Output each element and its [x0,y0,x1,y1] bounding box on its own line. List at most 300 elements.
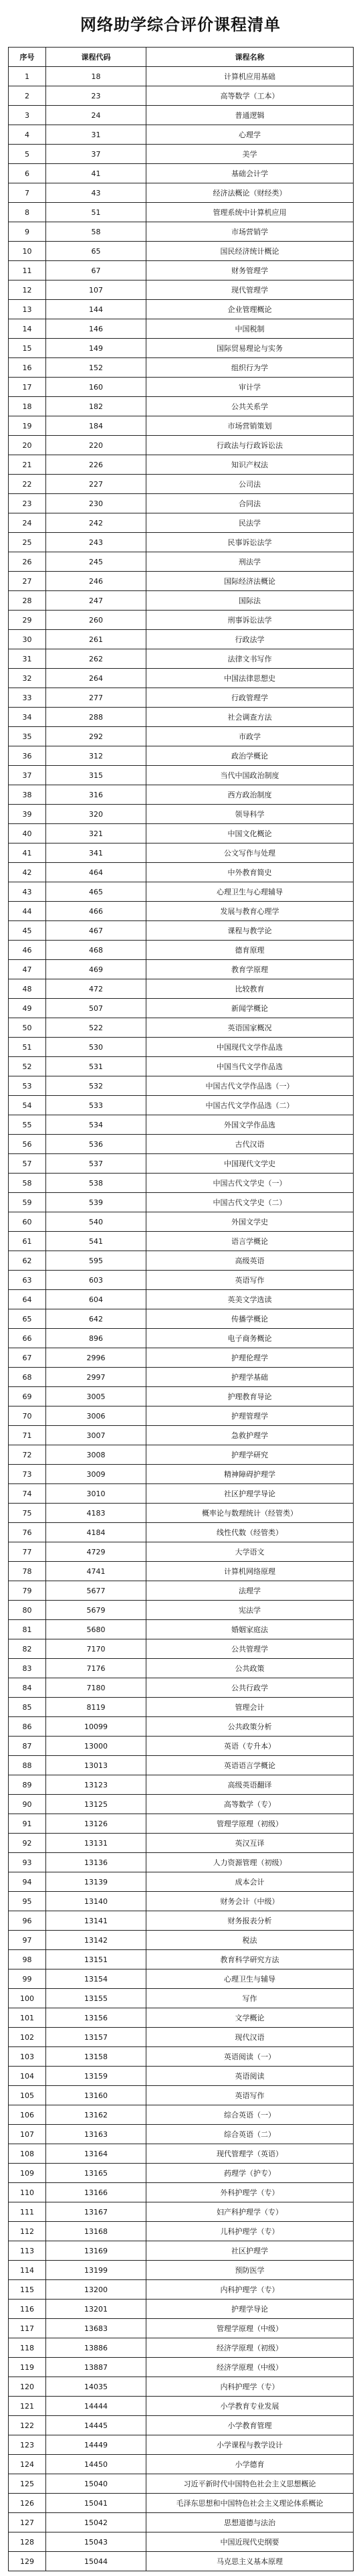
cell-course-name: 公共政策分析 [146,1717,354,1737]
cell-index: 114 [9,2261,46,2280]
cell-course-name: 经济学原理（中级） [146,2358,354,2377]
cell-course-code: 13164 [46,2144,146,2164]
cell-course-code: 464 [46,863,146,882]
cell-course-code: 15043 [46,2532,146,2552]
cell-course-code: 43 [46,183,146,203]
table-row [9,378,354,397]
table-row [9,1795,354,1814]
table-row [9,2513,354,2532]
cell-index: 16 [9,358,46,378]
cell-course-name: 精神障碍护理学 [146,1465,354,1484]
table-row [9,1251,354,1271]
cell-index: 115 [9,2280,46,2300]
cell-course-code: 536 [46,1135,146,1154]
table-row [9,1523,354,1542]
cell-index: 104 [9,2067,46,2086]
table-row [9,2494,354,2513]
cell-course-code: 149 [46,339,146,358]
table-row [9,2397,354,2416]
cell-course-name: 中国现代文学史 [146,1154,354,1174]
cell-course-name: 心理学 [146,125,354,145]
table-row [9,397,354,416]
cell-index: 57 [9,1154,46,1174]
cell-course-code: 13887 [46,2358,146,2377]
cell-course-name: 市场营销学 [146,222,354,242]
cell-index: 32 [9,669,46,688]
cell-course-name: 英语国家概况 [146,1018,354,1038]
cell-course-name: 普通逻辑 [146,106,354,125]
cell-course-code: 13013 [46,1756,146,1775]
cell-course-name: 经济法概论（财经类） [146,183,354,203]
cell-course-code: 220 [46,436,146,455]
table-row [9,921,354,941]
cell-index: 61 [9,1232,46,1251]
cell-course-name: 外科护理学（专） [146,2183,354,2202]
cell-course-code: 13162 [46,2105,146,2125]
table-row [9,1174,354,1193]
cell-course-name: 法律文书写作 [146,649,354,669]
table-row [9,669,354,688]
table-row [9,941,354,960]
table-row [9,1426,354,1445]
cell-index: 101 [9,2008,46,2028]
cell-index: 35 [9,727,46,746]
cell-index: 53 [9,1076,46,1096]
cell-index: 48 [9,979,46,999]
cell-index: 76 [9,1523,46,1542]
cell-index: 124 [9,2455,46,2474]
cell-index: 26 [9,552,46,572]
cell-index: 56 [9,1135,46,1154]
cell-course-name: 护理学研究 [146,1445,354,1465]
cell-index: 64 [9,1290,46,1309]
cell-index: 112 [9,2222,46,2241]
cell-course-code: 14445 [46,2416,146,2435]
cell-course-name: 企业管理概论 [146,300,354,319]
cell-course-name: 市政学 [146,727,354,746]
cell-course-name: 公文写作与处理 [146,843,354,863]
cell-course-name: 中国税制 [146,319,354,339]
cell-index: 28 [9,591,46,611]
cell-course-code: 227 [46,475,146,494]
cell-index: 17 [9,378,46,397]
cell-course-code: 13155 [46,1989,146,2008]
cell-course-code: 13159 [46,2067,146,2086]
cell-course-name: 财务会计（中级） [146,1892,354,1911]
table-row [9,805,354,824]
cell-course-code: 3005 [46,1387,146,1406]
cell-course-code: 5677 [46,1581,146,1601]
cell-course-name: 法理学 [146,1581,354,1601]
cell-course-code: 507 [46,999,146,1018]
cell-index: 109 [9,2164,46,2183]
cell-course-name: 护理学基础 [146,1368,354,1387]
cell-course-code: 13140 [46,1892,146,1911]
cell-index: 80 [9,1601,46,1620]
table-row [9,1950,354,1969]
cell-index: 89 [9,1775,46,1795]
course-table [8,47,354,2571]
cell-course-name: 小学课程与教学设计 [146,2435,354,2455]
cell-course-code: 13000 [46,1737,146,1756]
cell-index: 22 [9,475,46,494]
cell-course-name: 西方政治制度 [146,785,354,805]
cell-course-name: 知识产权法 [146,455,354,475]
table-row [9,2241,354,2261]
cell-course-code: 316 [46,785,146,805]
table-row [9,416,354,436]
cell-course-code: 31 [46,125,146,145]
table-row [9,1581,354,1601]
table-row [9,1232,354,1251]
cell-index: 123 [9,2435,46,2455]
table-row [9,1115,354,1135]
cell-course-code: 7180 [46,1678,146,1698]
cell-course-code: 13683 [46,2319,146,2338]
cell-course-code: 13165 [46,2164,146,2183]
table-row [9,1504,354,1523]
cell-course-code: 4184 [46,1523,146,1542]
cell-course-code: 3007 [46,1426,146,1445]
cell-course-name: 中国古代文学史（一） [146,1174,354,1193]
cell-course-code: 467 [46,921,146,941]
table-row [9,2028,354,2047]
cell-course-code: 10099 [46,1717,146,1737]
cell-course-name: 基础会计学 [146,164,354,183]
table-row [9,2125,354,2144]
cell-course-code: 4729 [46,1542,146,1562]
cell-index: 88 [9,1756,46,1775]
cell-course-code: 184 [46,416,146,436]
cell-index: 8 [9,203,46,222]
cell-index: 129 [9,2552,46,2571]
cell-index: 59 [9,1193,46,1212]
cell-course-code: 107 [46,280,146,300]
cell-course-code: 152 [46,358,146,378]
cell-index: 13 [9,300,46,319]
cell-course-name: 审计学 [146,378,354,397]
cell-course-code: 51 [46,203,146,222]
cell-course-code: 530 [46,1038,146,1057]
cell-course-code: 67 [46,261,146,280]
cell-course-name: 行政法与行政诉讼法 [146,436,354,455]
table-row [9,2416,354,2435]
cell-course-name: 美学 [146,145,354,164]
cell-course-code: 13156 [46,2008,146,2028]
cell-course-code: 247 [46,591,146,611]
cell-course-code: 182 [46,397,146,416]
cell-index: 18 [9,397,46,416]
cell-course-code: 538 [46,1174,146,1193]
cell-course-name: 组织行为学 [146,358,354,378]
cell-course-code: 13199 [46,2261,146,2280]
cell-course-name: 刑事诉讼法学 [146,611,354,630]
cell-index: 117 [9,2319,46,2338]
cell-course-name: 护理伦理学 [146,1348,354,1368]
table-row [9,1737,354,1756]
cell-index: 72 [9,1445,46,1465]
table-row [9,708,354,727]
cell-index: 5 [9,145,46,164]
cell-course-name: 公共政策 [146,1659,354,1678]
table-row [9,766,354,785]
cell-course-code: 65 [46,242,146,261]
table-row [9,2086,354,2105]
cell-course-name: 急救护理学 [146,1426,354,1445]
cell-course-code: 5680 [46,1620,146,1639]
cell-course-code: 13166 [46,2183,146,2202]
table-row [9,1309,354,1329]
table-row [9,572,354,591]
cell-course-code: 315 [46,766,146,785]
cell-course-code: 13126 [46,1814,146,1834]
table-row [9,436,354,455]
cell-course-name: 护理管理学 [146,1406,354,1426]
table-row [9,1135,354,1154]
cell-index: 6 [9,164,46,183]
cell-course-name: 中国当代文学作品选 [146,1057,354,1076]
cell-course-name: 英语阅读 [146,2067,354,2086]
cell-index: 68 [9,1368,46,1387]
cell-course-code: 242 [46,513,146,533]
cell-index: 108 [9,2144,46,2164]
table-row [9,2300,354,2319]
cell-course-name: 公共管理学 [146,1639,354,1659]
cell-index: 79 [9,1581,46,1601]
cell-index: 50 [9,1018,46,1038]
table-row [9,1639,354,1659]
cell-index: 106 [9,2105,46,2125]
table-row [9,2435,354,2455]
cell-course-name: 当代中国政治制度 [146,766,354,785]
table-row [9,203,354,222]
cell-course-code: 8119 [46,1698,146,1717]
cell-index: 29 [9,611,46,630]
cell-course-code: 312 [46,746,146,766]
table-row [9,533,354,552]
table-row [9,1038,354,1057]
cell-index: 85 [9,1698,46,1717]
cell-index: 67 [9,1348,46,1368]
cell-index: 84 [9,1678,46,1698]
cell-index: 95 [9,1892,46,1911]
cell-course-name: 马克思主义基本原理 [146,2552,354,2571]
cell-course-name: 民法学 [146,513,354,533]
cell-index: 113 [9,2241,46,2261]
cell-course-name: 教育学原理 [146,960,354,979]
cell-index: 122 [9,2416,46,2435]
table-row [9,649,354,669]
cell-index: 25 [9,533,46,552]
cell-index: 47 [9,960,46,979]
table-row [9,1620,354,1639]
cell-course-code: 13151 [46,1950,146,1969]
cell-course-code: 642 [46,1309,146,1329]
cell-course-code: 288 [46,708,146,727]
table-row [9,1018,354,1038]
cell-index: 90 [9,1795,46,1814]
cell-index: 23 [9,494,46,513]
cell-course-name: 管理会计 [146,1698,354,1717]
table-row [9,1562,354,1581]
cell-course-name: 传播学概论 [146,1309,354,1329]
cell-course-name: 综合英语（一） [146,2105,354,2125]
cell-course-code: 320 [46,805,146,824]
table-row [9,164,354,183]
cell-course-code: 262 [46,649,146,669]
cell-course-code: 13123 [46,1775,146,1795]
table-row [9,688,354,708]
cell-index: 69 [9,1387,46,1406]
cell-index: 107 [9,2125,46,2144]
cell-course-name: 儿科护理学（专） [146,2222,354,2241]
table-row [9,2222,354,2241]
table-row [9,824,354,843]
cell-course-code: 14450 [46,2455,146,2474]
cell-course-code: 13154 [46,1969,146,1989]
cell-course-code: 15042 [46,2513,146,2532]
cell-index: 75 [9,1504,46,1523]
cell-course-code: 341 [46,843,146,863]
cell-course-code: 13158 [46,2047,146,2067]
table-row [9,1096,354,1115]
cell-course-name: 内科护理学（专） [146,2377,354,2397]
cell-course-name: 小学德育 [146,2455,354,2474]
table-row [9,2319,354,2338]
table-row [9,1698,354,1717]
cell-course-name: 社会调查方法 [146,708,354,727]
cell-index: 120 [9,2377,46,2397]
cell-course-code: 144 [46,300,146,319]
table-row [9,1271,354,1290]
cell-course-name: 古代汉语 [146,1135,354,1154]
cell-course-name: 概率论与数理统计（经管类） [146,1504,354,1523]
cell-index: 103 [9,2047,46,2067]
cell-course-name: 国民经济统计概论 [146,242,354,261]
cell-course-name: 小学教育专业发展 [146,2397,354,2416]
cell-index: 14 [9,319,46,339]
cell-index: 3 [9,106,46,125]
cell-course-code: 160 [46,378,146,397]
cell-course-name: 高等数学（工本） [146,86,354,106]
table-row [9,591,354,611]
cell-index: 99 [9,1969,46,1989]
cell-course-name: 中国古代文学史（二） [146,1193,354,1212]
cell-course-code: 604 [46,1290,146,1309]
cell-index: 65 [9,1309,46,1329]
cell-index: 11 [9,261,46,280]
cell-course-name: 中国古代文学作品选（二） [146,1096,354,1115]
cell-index: 128 [9,2532,46,2552]
cell-index: 39 [9,805,46,824]
cell-course-name: 人力资源管理（初级） [146,1853,354,1872]
cell-course-code: 245 [46,552,146,572]
cell-course-name: 管理系统中计算机应用 [146,203,354,222]
cell-course-name: 中国文化概论 [146,824,354,843]
cell-index: 54 [9,1096,46,1115]
cell-index: 45 [9,921,46,941]
cell-index: 31 [9,649,46,669]
cell-index: 98 [9,1950,46,1969]
cell-index: 91 [9,1814,46,1834]
cell-course-name: 电子商务概论 [146,1329,354,1348]
table-row [9,319,354,339]
cell-course-name: 中国法律思想史 [146,669,354,688]
cell-course-name: 社区护理学导论 [146,1484,354,1504]
cell-course-code: 4183 [46,1504,146,1523]
cell-index: 36 [9,746,46,766]
cell-course-name: 英汉互译 [146,1834,354,1853]
table-row [9,999,354,1018]
table-row [9,1872,354,1892]
table-row [9,261,354,280]
cell-index: 2 [9,86,46,106]
table-row [9,1329,354,1348]
cell-course-code: 13886 [46,2338,146,2358]
cell-course-name: 高级英语翻译 [146,1775,354,1795]
cell-index: 94 [9,1872,46,1892]
cell-index: 15 [9,339,46,358]
table-row [9,1154,354,1174]
cell-course-code: 534 [46,1115,146,1135]
cell-course-code: 14449 [46,2435,146,2455]
cell-course-code: 13167 [46,2202,146,2222]
cell-course-name: 英语写作 [146,1271,354,1290]
table-row [9,843,354,863]
cell-course-name: 合同法 [146,494,354,513]
cell-course-name: 新闻学概论 [146,999,354,1018]
cell-index: 66 [9,1329,46,1348]
cell-index: 58 [9,1174,46,1193]
cell-course-code: 24 [46,106,146,125]
cell-course-code: 7176 [46,1659,146,1678]
cell-course-name: 宪法学 [146,1601,354,1620]
cell-index: 30 [9,630,46,649]
table-row [9,2067,354,2086]
cell-course-code: 4741 [46,1562,146,1581]
cell-course-name: 语言学概论 [146,1232,354,1251]
cell-course-name: 国际经济法概论 [146,572,354,591]
cell-index: 92 [9,1834,46,1853]
cell-course-code: 522 [46,1018,146,1038]
cell-course-name: 中国现代文学作品选 [146,1038,354,1057]
cell-course-code: 7170 [46,1639,146,1659]
cell-index: 121 [9,2397,46,2416]
cell-course-code: 466 [46,902,146,921]
cell-index: 126 [9,2494,46,2513]
cell-course-name: 英语（专升本） [146,1737,354,1756]
cell-index: 74 [9,1484,46,1504]
cell-course-code: 13141 [46,1911,146,1931]
cell-course-name: 比较教育 [146,979,354,999]
cell-course-code: 896 [46,1329,146,1348]
cell-course-code: 3006 [46,1406,146,1426]
table-row [9,1057,354,1076]
table-row [9,960,354,979]
cell-course-code: 264 [46,669,146,688]
cell-course-name: 心理卫生与心理辅导 [146,882,354,902]
cell-course-code: 23 [46,86,146,106]
table-row [9,2047,354,2067]
cell-index: 49 [9,999,46,1018]
table-row [9,1931,354,1950]
cell-course-name: 德育原理 [146,941,354,960]
cell-course-code: 13168 [46,2222,146,2241]
table-header-row [9,48,354,67]
table-row [9,1601,354,1620]
cell-course-name: 思想道德与法治 [146,2513,354,2532]
cell-index: 4 [9,125,46,145]
